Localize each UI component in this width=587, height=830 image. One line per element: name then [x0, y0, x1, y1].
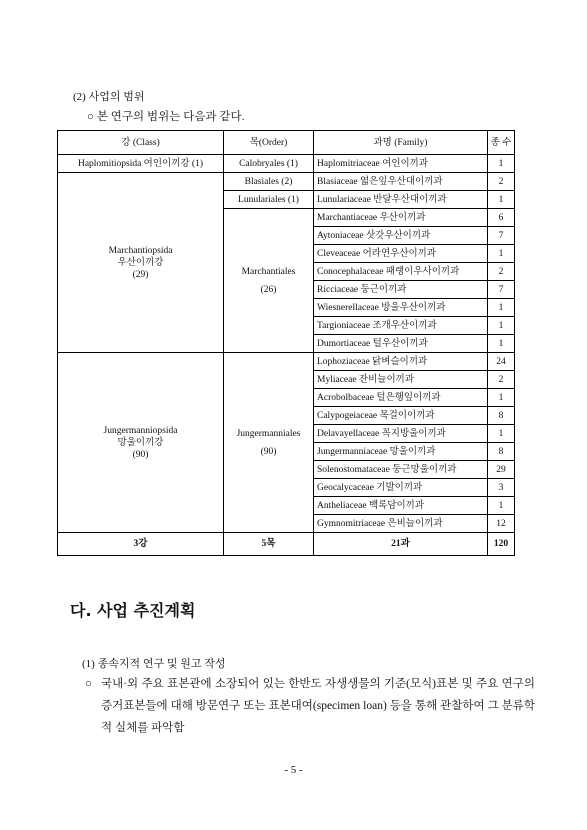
order-cell: Blasiales (2): [224, 173, 314, 191]
family-cell: Targioniaceae 조개우산이끼과: [314, 317, 488, 335]
class-cell-jungermanniopsida: [58, 353, 224, 533]
taxonomy-table: [57, 130, 515, 556]
count-cell: 1: [488, 335, 515, 353]
plan-subheading: (1) 종속지적 연구 및 원고 작성: [82, 658, 226, 670]
total-family: 21과: [314, 533, 488, 556]
section-heading: (2) 사업의 범위: [73, 91, 145, 103]
family-cell: Blasiaceae 엷은잎우산대이끼과: [314, 173, 488, 191]
family-cell: Cleveaceae 어라연우산이끼과: [314, 245, 488, 263]
table-total-row: [58, 533, 515, 556]
count-cell: 1: [488, 317, 515, 335]
class-count: (29): [132, 269, 149, 280]
family-cell: Conocephalaceae 패랭이우사이끼과: [314, 263, 488, 281]
total-class: 3강: [58, 533, 224, 556]
family-cell: Lophoziaceae 닭벼슬이끼과: [314, 353, 488, 371]
count-cell: 1: [488, 245, 515, 263]
family-cell: Delavayellaceae 꼭지방울이끼과: [314, 425, 488, 443]
count-cell: 1: [488, 389, 515, 407]
class-korean-name: 우산이끼강: [117, 257, 164, 268]
order-cell-marchantiales: [224, 209, 314, 353]
family-cell: Aytoniaceae 삿갓우산이끼과: [314, 227, 488, 245]
header-class: 강 (Class): [58, 131, 224, 155]
order-cell: Lunulariales (1): [224, 191, 314, 209]
paragraph-text: 국내·외 주요 표본관에 소장되어 있는 한반도 자생생물의 기준(모식)표본 및 주요 연구의 증거표본들에 대해 방문연구 또는 표본대여(specimen loan) 등을 통해 관찰하여 그 분류학적 실체를 파악함: [101, 678, 535, 734]
family-cell: Lunulariaceae 반달우산대이끼과: [314, 191, 488, 209]
count-cell: 3: [488, 479, 515, 497]
class-cell-marchantiopsida: [58, 173, 224, 353]
table-row: [58, 173, 515, 191]
family-cell: Myliaceae 잔비늘이끼과: [314, 371, 488, 389]
order-count: (26): [260, 284, 277, 295]
count-cell: 2: [488, 173, 515, 191]
header-count: 종 수: [488, 131, 515, 155]
count-cell: 1: [488, 497, 515, 515]
count-cell: 29: [488, 461, 515, 479]
count-cell: 8: [488, 443, 515, 461]
order-name: Marchantiales: [241, 266, 296, 277]
family-cell: Dumortiaceae 털우산이끼과: [314, 335, 488, 353]
header-family: 과명 (Family): [314, 131, 488, 155]
count-cell: 1: [488, 299, 515, 317]
count-cell: 12: [488, 515, 515, 533]
count-cell: 2: [488, 263, 515, 281]
page-number: - 5 -: [284, 764, 303, 776]
order-cell-jungermanniales: [224, 353, 314, 533]
family-cell: Calypogeiaceae 목걸이이끼과: [314, 407, 488, 425]
family-cell: Ricciaceae 둥근이끼과: [314, 281, 488, 299]
class-cell: Haplomitiopsida 여인이끼강 (1): [58, 155, 224, 173]
count-cell: 24: [488, 353, 515, 371]
family-cell: Gymnomitriaceae 은비늘이끼과: [314, 515, 488, 533]
order-cell: Calobryales (1): [224, 155, 314, 173]
count-cell: 7: [488, 227, 515, 245]
table-row: [58, 353, 515, 371]
count-cell: 1: [488, 425, 515, 443]
family-cell: Antheliaceae 백록담이끼과: [314, 497, 488, 515]
count-cell: 8: [488, 407, 515, 425]
family-cell: Marchantiaceae 우산이끼과: [314, 209, 488, 227]
class-korean-name: 망울이끼강: [117, 437, 164, 448]
count-cell: 6: [488, 209, 515, 227]
bullet-icon: ○: [85, 678, 92, 690]
order-name: Jungermanniales: [236, 428, 301, 439]
class-name: Marchantiopsida: [108, 245, 173, 256]
plan-paragraph: [85, 673, 535, 739]
count-cell: 7: [488, 281, 515, 299]
family-cell: Wiesnerellaceae 방울우산이끼과: [314, 299, 488, 317]
family-cell: Solenostomataceae 둥근망울이끼과: [314, 461, 488, 479]
family-cell: Jungermanniaceae 망울이끼과: [314, 443, 488, 461]
total-count: 120: [488, 533, 515, 556]
family-cell: Haplomitriaceae 여인이끼과: [314, 155, 488, 173]
family-cell: Acrobolbaceae 털은행잎이끼과: [314, 389, 488, 407]
plan-title: 다. 사업 추진계획: [70, 601, 196, 620]
family-cell: Geocalycaceae 기발이끼과: [314, 479, 488, 497]
count-cell: 2: [488, 371, 515, 389]
order-count: (90): [260, 446, 277, 457]
total-order: 5목: [224, 533, 314, 556]
count-cell: 1: [488, 191, 515, 209]
class-name: Jungermanniopsida: [103, 425, 178, 436]
header-order: 목(Order): [224, 131, 314, 155]
count-cell: 1: [488, 155, 515, 173]
table-header-row: [58, 131, 515, 155]
section-description: ○ 본 연구의 범위는 다음과 같다.: [87, 111, 245, 123]
table-row: [58, 155, 515, 173]
class-count: (90): [132, 449, 149, 460]
